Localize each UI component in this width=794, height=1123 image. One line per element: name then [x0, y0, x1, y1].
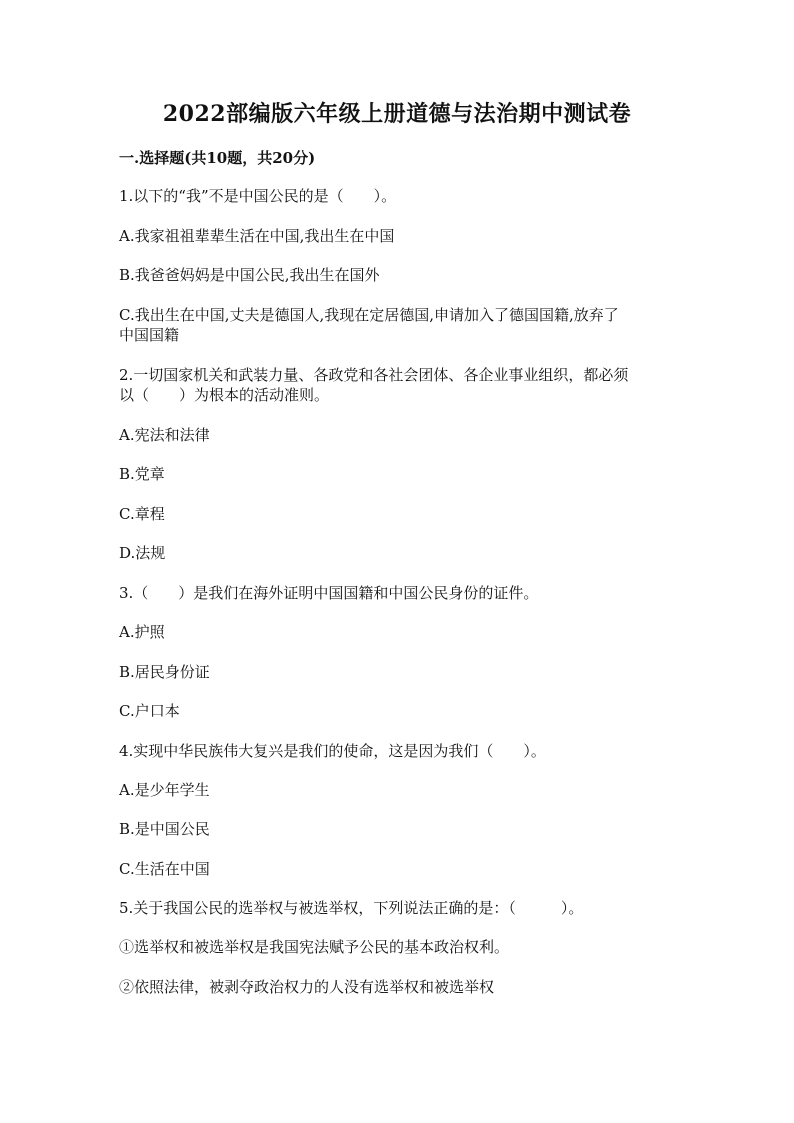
question-4-stem: 4.实现中华民族伟大复兴是我们的使命，这是因为我们（ ）。	[119, 742, 546, 760]
question-2-option-b: B.党章	[119, 465, 165, 483]
question-4-option-c: C.生活在中国	[119, 860, 210, 878]
question-1-stem: 1.以下的“我”不是中国公民的是（ ）。	[119, 187, 397, 205]
page-title: 2022部编版六年级上册道德与法治期中测试卷	[162, 101, 632, 127]
question-2-stem: 2.一切国家机关和武装力量、各政党和各社会团体、各企业事业组织，都必须	[119, 366, 629, 384]
question-2-option-d: D.法规	[119, 544, 166, 562]
question-3-option-a: A.护照	[119, 623, 165, 641]
question-1-option-a: A.我家祖祖辈辈生活在中国,我出生在中国	[119, 227, 395, 245]
question-5-statement-2: ②依照法律，被剥夺政治权力的人没有选举权和被选举权	[119, 978, 495, 996]
question-3-stem: 3.（ ）是我们在海外证明中国国籍和中国公民身份的证件。	[119, 584, 539, 602]
question-3-option-b: B.居民身份证	[119, 663, 210, 681]
question-5-stem: 5.关于我国公民的选举权与被选举权，下列说法正确的是：（ ）。	[119, 899, 584, 917]
question-4-option-a: A.是少年学生	[119, 781, 210, 799]
question-5-statement-1: ①选举权和被选举权是我国宪法赋予公民的基本政治权利。	[119, 938, 510, 956]
question-2-stem-cont: 以（ ）为根本的活动准则。	[119, 386, 330, 404]
question-1-option-c-cont: 中国国籍	[119, 326, 180, 344]
question-1-option-b: B.我爸爸妈妈是中国公民,我出生在国外	[119, 266, 380, 284]
section-heading: 一.选择题(共10题，共20分)	[119, 149, 316, 167]
question-2-option-a: A.宪法和法律	[119, 426, 210, 444]
question-3-option-c: C.户口本	[119, 702, 180, 720]
question-1-option-c: C.我出生在中国,丈夫是德国人,我现在定居德国,申请加入了德国国籍,放弃了	[119, 306, 619, 324]
question-4-option-b: B.是中国公民	[119, 820, 210, 838]
question-2-option-c: C.章程	[119, 505, 165, 523]
